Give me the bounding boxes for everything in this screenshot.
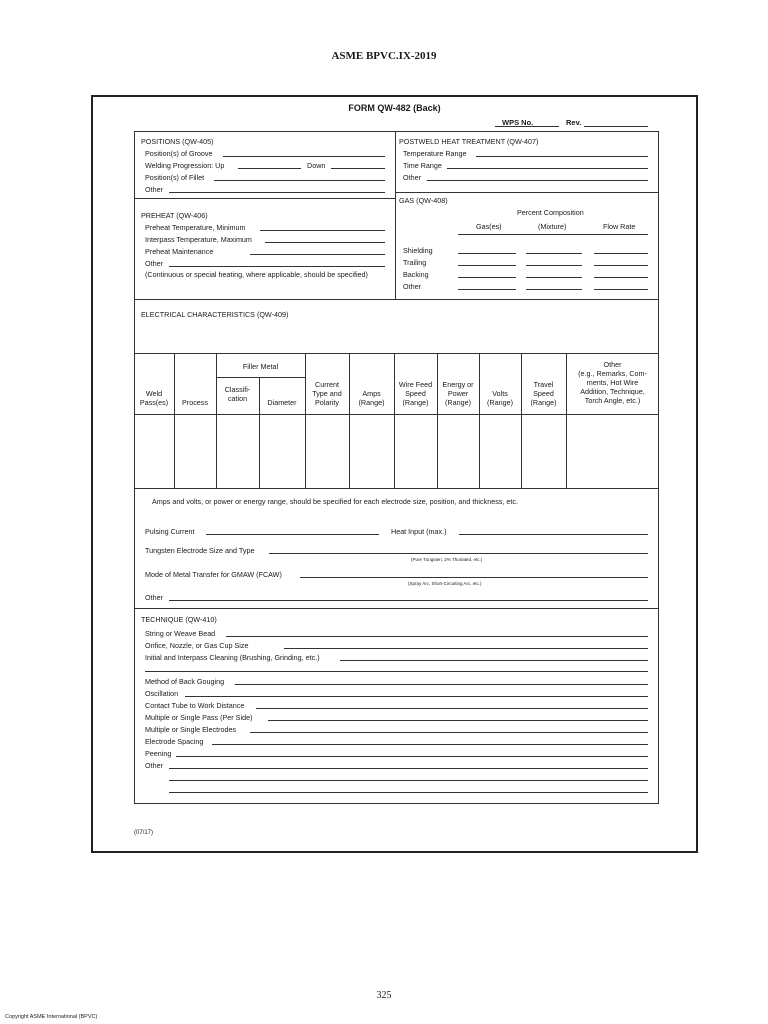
- positions-title: POSITIONS (QW-405): [141, 137, 214, 146]
- th-filler-metal: Filler Metal: [242, 362, 279, 371]
- positions-down-label: Down: [307, 161, 326, 170]
- preheat-title: PREHEAT (QW-406): [141, 211, 208, 220]
- th-volts-line2: (Range): [487, 398, 513, 407]
- gas-backing-mixture-field[interactable]: [526, 277, 582, 278]
- filler-metal-rule: [216, 377, 305, 378]
- positions-fillet-field[interactable]: [214, 180, 385, 181]
- preheat-other-field[interactable]: [169, 266, 385, 267]
- technique-cleaning-label: Initial and Interpass Cleaning (Brushing, Grinding, etc.): [145, 653, 320, 662]
- th-wire-line2: Speed: [405, 389, 426, 398]
- technique-cleaning-field-2[interactable]: [145, 671, 648, 672]
- technique-electrodes-field[interactable]: [250, 732, 648, 733]
- th-travel-line2: Speed: [533, 389, 554, 398]
- technique-peening-label: Peening: [145, 749, 172, 758]
- th-diameter: Diameter: [267, 398, 297, 407]
- technique-gouging-field[interactable]: [235, 684, 648, 685]
- gas-backing-flow-field[interactable]: [594, 277, 648, 278]
- divider-preheat: [134, 198, 396, 199]
- electrical-note: Amps and volts, or power or energy range, should be specified for each electrode size, position, and thickness, etc.: [152, 497, 518, 506]
- th-volts-line1: Volts: [492, 389, 508, 398]
- th-energy: [437, 380, 479, 407]
- technique-oscillation-field[interactable]: [185, 696, 648, 697]
- form-date: (07/17): [134, 830, 154, 836]
- th-amps-line2: (Range): [358, 398, 385, 407]
- technique-contact-label: Contact Tube to Work Distance: [145, 701, 245, 710]
- th-current-line1: Current: [315, 380, 339, 389]
- positions-other-field[interactable]: [169, 192, 385, 193]
- technique-orifice-field[interactable]: [284, 648, 648, 649]
- gas-trailing-flow-field[interactable]: [594, 265, 648, 266]
- rev-field[interactable]: [584, 126, 648, 127]
- technique-string-label: String or Weave Bead: [145, 629, 216, 638]
- gas-other-flow-field[interactable]: [594, 289, 648, 290]
- divider-table-bottom: [134, 488, 659, 489]
- th-energy-line1: Energy or: [442, 380, 474, 389]
- preheat-maintenance-field[interactable]: [250, 254, 385, 255]
- th-class-line1: Classifi-: [224, 385, 251, 394]
- th-current-line2: Type and: [312, 389, 342, 398]
- gas-backing-gas-field[interactable]: [458, 277, 516, 278]
- rev-label: Rev.: [566, 118, 582, 127]
- pwht-temp-field[interactable]: [476, 156, 648, 157]
- transfer-hint: (Spray Arc, Short-Circuiting Arc, etc.): [408, 581, 482, 586]
- preheat-other-label: Other: [145, 259, 163, 268]
- th-weld-line2: Pass(es): [139, 398, 169, 407]
- th-current-line3: Polarity: [315, 398, 339, 407]
- positions-progression-label: Welding Progression: Up: [145, 161, 225, 170]
- pwht-other-label: Other: [403, 173, 421, 182]
- th-weld: [134, 389, 174, 407]
- gas-other-gas-field[interactable]: [458, 289, 516, 290]
- electrical-title: ELECTRICAL CHARACTERISTICS (QW-409): [141, 310, 289, 319]
- page-number: 325: [376, 990, 392, 1001]
- gas-percent-label: Percent Composition: [517, 208, 584, 217]
- pulsing-field[interactable]: [206, 534, 379, 535]
- th-other-line1: Other: [603, 360, 622, 369]
- technique-electrodes-label: Multiple or Single Electrodes: [145, 725, 237, 734]
- tungsten-field[interactable]: [269, 553, 648, 554]
- pulsing-label: Pulsing Current: [145, 527, 195, 536]
- technique-other-field-3[interactable]: [169, 792, 648, 793]
- transfer-field[interactable]: [300, 577, 648, 578]
- th-classification: [216, 385, 259, 403]
- technique-other-field[interactable]: [169, 768, 648, 769]
- positions-fillet-label: Position(s) of Fillet: [145, 173, 205, 182]
- th-other-line2: (e.g., Remarks, Com-: [578, 369, 647, 378]
- transfer-label: Mode of Metal Transfer for GMAW (FCAW): [145, 570, 282, 579]
- electrical-table-body[interactable]: [135, 415, 658, 487]
- technique-cleaning-field[interactable]: [340, 660, 648, 661]
- positions-groove-field[interactable]: [223, 156, 385, 157]
- positions-groove-label: Position(s) of Groove: [145, 149, 213, 158]
- tungsten-hint: (Pure Tungsten, 2% Thoriated, etc.): [411, 557, 483, 562]
- technique-gouging-label: Method of Back Gouging: [145, 677, 225, 686]
- preheat-min-label: Preheat Temperature, Minimum: [145, 223, 246, 232]
- gas-trailing-label: Trailing: [403, 258, 427, 267]
- th-other: [566, 360, 659, 405]
- technique-orifice-label: Orifice, Nozzle, or Gas Cup Size: [145, 641, 249, 650]
- th-wire-line1: Wire Feed: [398, 380, 433, 389]
- th-wire-line3: (Range): [402, 398, 429, 407]
- technique-spacing-field[interactable]: [212, 744, 648, 745]
- th-energy-line3: (Range): [445, 398, 471, 407]
- technique-spacing-label: Electrode Spacing: [145, 737, 204, 746]
- pwht-time-label: Time Range: [403, 161, 442, 170]
- preheat-interpass-label: Interpass Temperature, Maximum: [145, 235, 252, 244]
- progression-up-field[interactable]: [238, 168, 301, 169]
- gas-shielding-mixture-field[interactable]: [526, 253, 582, 254]
- gas-trailing-mixture-field[interactable]: [526, 265, 582, 266]
- preheat-note: (Continuous or special heating, where applicable, should be specified): [145, 270, 368, 279]
- pwht-time-field[interactable]: [447, 168, 648, 169]
- wps-no-label: WPS No.: [502, 118, 534, 127]
- heat-input-label: Heat Input (max.): [391, 527, 447, 536]
- gas-trailing-gas-field[interactable]: [458, 265, 516, 266]
- divider-table-top: [134, 353, 659, 354]
- th-class-line2: cation: [227, 394, 248, 403]
- electrical-other-label: Other: [145, 593, 163, 602]
- tungsten-label: Tungsten Electrode Size and Type: [145, 546, 255, 555]
- pwht-other-field[interactable]: [427, 180, 648, 181]
- th-energy-line2: Power: [447, 389, 469, 398]
- th-travel-line1: Travel: [533, 380, 554, 389]
- gas-header-rule: [458, 234, 648, 235]
- technique-other-label: Other: [145, 761, 163, 770]
- copyright-notice: Copyright ASME International (BPVC): [5, 1014, 98, 1020]
- th-travel-line3: (Range): [530, 398, 557, 407]
- th-weld-line1: Weld: [145, 389, 163, 398]
- preheat-maintenance-label: Preheat Maintenance: [145, 247, 214, 256]
- electrical-other-field[interactable]: [169, 600, 648, 601]
- gas-flow-label: Flow Rate: [603, 222, 636, 231]
- preheat-min-field[interactable]: [260, 230, 385, 231]
- progression-down-field[interactable]: [331, 168, 385, 169]
- heat-input-field[interactable]: [459, 534, 648, 535]
- th-other-line4: Addition, Technique,: [580, 387, 645, 396]
- th-travel: [521, 380, 566, 407]
- gas-shielding-flow-field[interactable]: [594, 253, 648, 254]
- divider-gas: [396, 192, 659, 193]
- th-wire-feed: [394, 380, 437, 407]
- preheat-interpass-field[interactable]: [265, 242, 385, 243]
- document-header: ASME BPVC.IX-2019: [331, 50, 437, 62]
- th-amps: [349, 389, 394, 407]
- technique-oscillation-label: Oscillation: [145, 689, 179, 698]
- th-volts: [479, 389, 521, 407]
- th-process: Process: [182, 398, 208, 407]
- positions-other-label: Other: [145, 185, 163, 194]
- gas-other-mixture-field[interactable]: [526, 289, 582, 290]
- technique-title: TECHNIQUE (QW-410): [141, 615, 217, 624]
- divider-electrical: [134, 299, 659, 300]
- pwht-temp-label: Temperature Range: [403, 149, 467, 158]
- gas-shielding-label: Shielding: [403, 246, 433, 255]
- gas-gases-label: Gas(es): [476, 222, 502, 231]
- th-amps-line1: Amps: [362, 389, 381, 398]
- technique-string-field[interactable]: [226, 636, 648, 637]
- divider-vertical-top: [395, 131, 396, 299]
- gas-shielding-gas-field[interactable]: [458, 253, 516, 254]
- th-other-line3: ments, Hot Wire: [586, 378, 639, 387]
- th-current: [305, 380, 349, 407]
- technique-contact-field[interactable]: [256, 708, 648, 709]
- form-title: FORM QW-482 (Back): [348, 103, 441, 113]
- th-other-line5: Torch Angle, etc.): [584, 396, 641, 405]
- technique-peening-field[interactable]: [176, 756, 648, 757]
- technique-pass-field[interactable]: [268, 720, 648, 721]
- gas-backing-label: Backing: [403, 270, 429, 279]
- gas-title: GAS (QW-408): [399, 196, 448, 205]
- gas-mixture-label: (Mixture): [538, 222, 567, 231]
- technique-pass-label: Multiple or Single Pass (Per Side): [145, 713, 253, 722]
- pwht-title: POSTWELD HEAT TREATMENT (QW-407): [399, 137, 539, 146]
- divider-technique: [134, 608, 659, 609]
- technique-other-field-2[interactable]: [169, 780, 648, 781]
- gas-other-label: Other: [403, 282, 421, 291]
- wps-no-field[interactable]: [495, 126, 559, 127]
